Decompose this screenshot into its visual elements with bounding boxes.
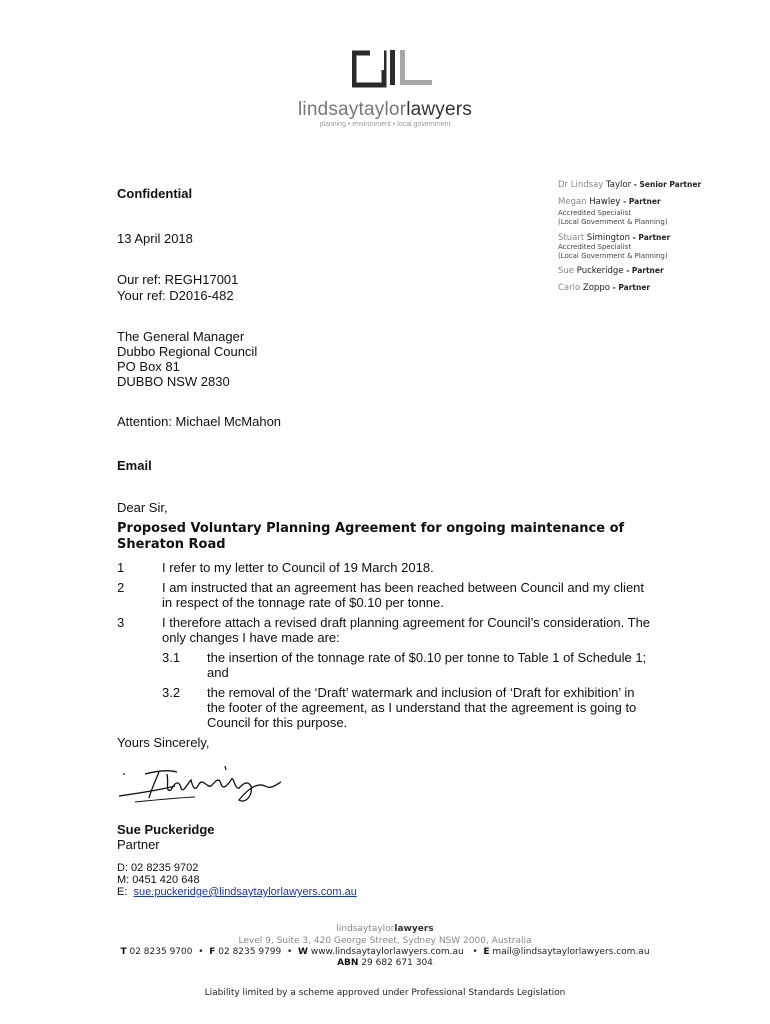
salutation: Dear Sir,	[117, 500, 168, 515]
recipient-address-line: DUBBO NSW 2830	[117, 374, 230, 389]
partner-entry: Dr Lindsay Taylor - Senior Partner	[558, 180, 702, 190]
attention-line: Attention: Michael McMahon	[117, 414, 282, 429]
paragraph-text: I therefore attach a revised draft planning agreement for Council’s consideration. The	[162, 615, 651, 630]
partner-entry: Stuart Simington - Partner	[558, 233, 671, 243]
subparagraph-text: the insertion of the tonnage rate of $0.10 per tonne to Table 1 of Schedule 1;	[207, 650, 647, 665]
subparagraph-text: Council for this purpose.	[207, 715, 348, 730]
subparagraph-text: the removal of the ‘Draft’ watermark and inclusion of ‘Draft for exhibition’ in	[207, 685, 635, 700]
recipient-address-line: The General Manager	[117, 329, 245, 344]
signer-name: Sue Puckeridge	[117, 822, 215, 837]
letter-date: 13 April 2018	[117, 231, 193, 246]
partner-accreditation: Accredited Specialist	[558, 209, 632, 217]
paragraph-text: only changes I have made are:	[162, 630, 340, 645]
closing: Yours Sincerely,	[117, 735, 210, 750]
email-line: E: sue.puckeridge@lindsaytaylorlawyers.com.au	[117, 886, 357, 898]
partner-entry: Megan Hawley - Partner	[558, 197, 661, 207]
paragraph-text: I am instructed that an agreement has been reached between Council and my client	[162, 580, 645, 595]
our-reference: Our ref: REGH17001	[117, 272, 239, 287]
footer-contacts: T 02 8235 9700 • F 02 8235 9799 • W www.lindsaytaylorlawyers.com.au • E mail@lindsaytaylorlawyers.com.au	[120, 947, 650, 957]
firm-logo-name: lindsaytaylorlawyers	[297, 99, 473, 120]
paragraph-text: in respect of the tonnage rate of $0.10 per tonne.	[162, 595, 444, 610]
firm-logo-mark	[352, 50, 434, 90]
partner-accreditation: (Local Government & Planning)	[558, 252, 668, 260]
footer-website[interactable]: www.lindsaytaylorlawyers.com.au	[310, 947, 464, 957]
confidential-label: Confidential	[117, 186, 193, 201]
paragraph-text: I refer to my letter to Council of 19 March 2018.	[162, 560, 434, 575]
your-reference: Your ref: D2016-482	[117, 288, 234, 303]
recipient-address-line: Dubbo Regional Council	[117, 344, 258, 359]
footer-firm-name: lindsaytaylorlawyers	[336, 924, 434, 934]
partner-accreditation: Accredited Specialist	[558, 243, 632, 251]
paragraph-number: 1	[117, 560, 125, 575]
firm-logo-tagline: planning • environment • local government	[319, 121, 451, 128]
footer-liability-note: Liability limited by a scheme approved under Professional Standards Legislation	[204, 988, 566, 998]
partner-entry: Sue Puckeridge - Partner	[558, 266, 664, 276]
footer-address: Level 9, Suite 3, 420 George Street, Sydney NSW 2000, Australia	[238, 936, 532, 946]
signer-title: Partner	[117, 837, 160, 852]
footer-abn: ABN 29 682 671 304	[337, 958, 433, 968]
subparagraph-number: 3.2	[162, 685, 181, 700]
footer-email[interactable]: mail@lindsaytaylorlawyers.com.au	[492, 947, 650, 957]
recipient-address-line: PO Box 81	[117, 359, 180, 374]
letter-subject: Sheraton Road	[117, 537, 226, 552]
partner-accreditation: (Local Government & Planning)	[558, 218, 668, 226]
email-link[interactable]: sue.puckeridge@lindsaytaylorlawyers.com.au	[133, 886, 357, 898]
direct-phone: D: 02 8235 9702	[117, 862, 199, 874]
handwritten-signature	[115, 760, 305, 818]
letter-subject: Proposed Voluntary Planning Agreement for ongoing maintenance of	[117, 521, 625, 536]
subparagraph-number: 3.1	[162, 650, 181, 665]
mobile-phone: M: 0451 420 648	[117, 874, 200, 886]
subparagraph-text: and	[207, 665, 229, 680]
subparagraph-text: the footer of the agreement, as I understand that the agreement is going to	[207, 700, 637, 715]
paragraph-number: 2	[117, 580, 125, 595]
paragraph-number: 3	[117, 615, 125, 630]
delivery-method: Email	[117, 458, 152, 473]
partner-entry: Carlo Zoppo - Partner	[558, 283, 651, 293]
